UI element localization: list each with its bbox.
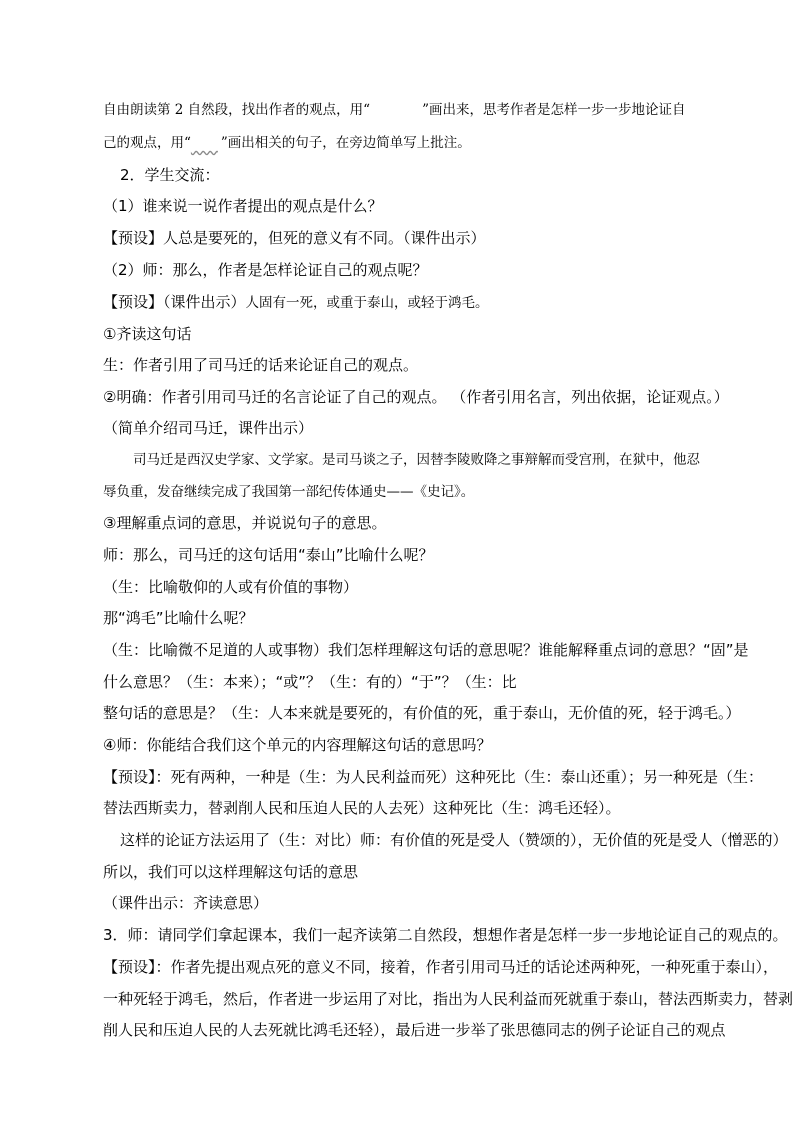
student-hongmao-line-2: 什么意思？（生：本来）；“或”？（生：有的）“于”？（生：比 (103, 673, 517, 691)
preset-2-label: 【预设】（课件出示） (103, 293, 246, 311)
intro-line-2-part-1: 己的观点，用“ (103, 135, 191, 151)
preset-4-line-3: 削人民和压迫人民的人去死就比鸿毛还轻），最后进一步举了张思德同志的例子论证自己的观点 (103, 1021, 726, 1039)
intro-line-1 (103, 100, 685, 120)
intro-line-1-part-1: 自由朗读第 2 自然段，找出作者的观点，用“ (103, 102, 371, 118)
section-3-line-1: 3．师：请同学们拿起课本，我们一起齐读第二自然段，想想作者是怎样一步一步地论证自己的观点的。 (103, 926, 788, 944)
whole-sentence-meaning: 整句话的意思是？（生：人本来就是要死的，有价值的死，重于泰山，无价值的死，轻于鸿毛。） (103, 704, 741, 722)
intro-line-1-part-2: ”画出来，思考作者是怎样一步一步地论证自 (422, 102, 686, 118)
courseware-read: （课件出示：齐读意思） (103, 894, 269, 912)
preset-1: 【预设】人总是要死的，但死的意义有不同。（课件出示） (103, 229, 486, 247)
simaqian-bio-line-1: 司马迁是西汉史学家、文学家。是司马谈之子，因替李陵败降之事辩解而受宫刑，在狱中，他忍 (133, 452, 700, 468)
section-2-title: 2．学生交流： (120, 166, 220, 184)
step-1: ①齐读这句话 (103, 325, 192, 343)
student-hongmao-line-1: （生：比喻微不足道的人或事物）我们怎样理解这句话的意思呢？谁能解释重点词的意思？“固”是 (103, 641, 749, 659)
contrast-line-2: 所以，我们可以这样理解这句话的意思 (103, 863, 359, 881)
student-taishan-answer: （生：比喻敬仰的人或有价值的事物） (103, 578, 359, 596)
wavy-underline-mark (191, 133, 221, 153)
preset-3-line-2: 替法西斯卖力，替剥削人民和压迫人民的人去死）这种死比（生：鸿毛还轻）。 (103, 799, 621, 817)
contrast-line-1: 这样的论证方法运用了（生：对比）师：有价值的死是受人（赞颂的），无价值的死是受人（憎恶的） (120, 831, 788, 849)
step-3: ③理解重点词的意思，并说说句子的意思。 (103, 514, 387, 532)
teacher-hongmao-question: 那“鸿毛”比喻什么呢？ (103, 609, 254, 627)
preset-3-line-1: 【预设】：死有两种，一种是（生：为人民利益而死）这种死比（生：泰山还重）；另一种死是（生： (103, 768, 764, 786)
intro-line-2-part-2: ”画出相关的句子，在旁边简单写上批注。 (220, 135, 471, 151)
simaqian-bio-line-2: 辱负重，发奋继续完成了我国第一部纪传体通史——《史记》。 (103, 484, 475, 500)
step-2: ②明确：作者引用司马迁的名言论证了自己的观点。 （作者引用名言，列出依据，论证观点。） (103, 388, 729, 406)
question-2: （2）师：那么，作者是怎样论证自己的观点呢？ (103, 261, 428, 279)
intro-line-2 (103, 133, 471, 153)
step-4: ④师：你能结合我们这个单元的内容理解这句话的意思吗？ (103, 736, 492, 754)
simaqian-intro: （简单介绍司马迁，课件出示） (103, 419, 314, 437)
question-1: （1）谁来说一说作者提出的观点是什么？ (103, 197, 383, 215)
preset-2-quote: 人固有一死，或重于泰山，或轻于鸿毛。 (245, 295, 489, 311)
teacher-taishan-question: 师：那么，司马迁的这句话用“泰山”比喻什么呢？ (103, 546, 434, 564)
student-answer-1: 生：作者引用了司马迁的话来论证自己的观点。 (103, 356, 419, 374)
preset-2 (103, 292, 489, 313)
preset-4-line-1: 【预设】：作者先提出观点死的意义不同，接着，作者引用司马迁的话论述两种死，一种死重于泰山）， (103, 958, 779, 976)
preset-4-line-2: 一种死轻于鸿毛，然后，作者进一步运用了对比，指出为人民利益而死就重于泰山，替法西斯卖力，替剥 (103, 990, 794, 1008)
